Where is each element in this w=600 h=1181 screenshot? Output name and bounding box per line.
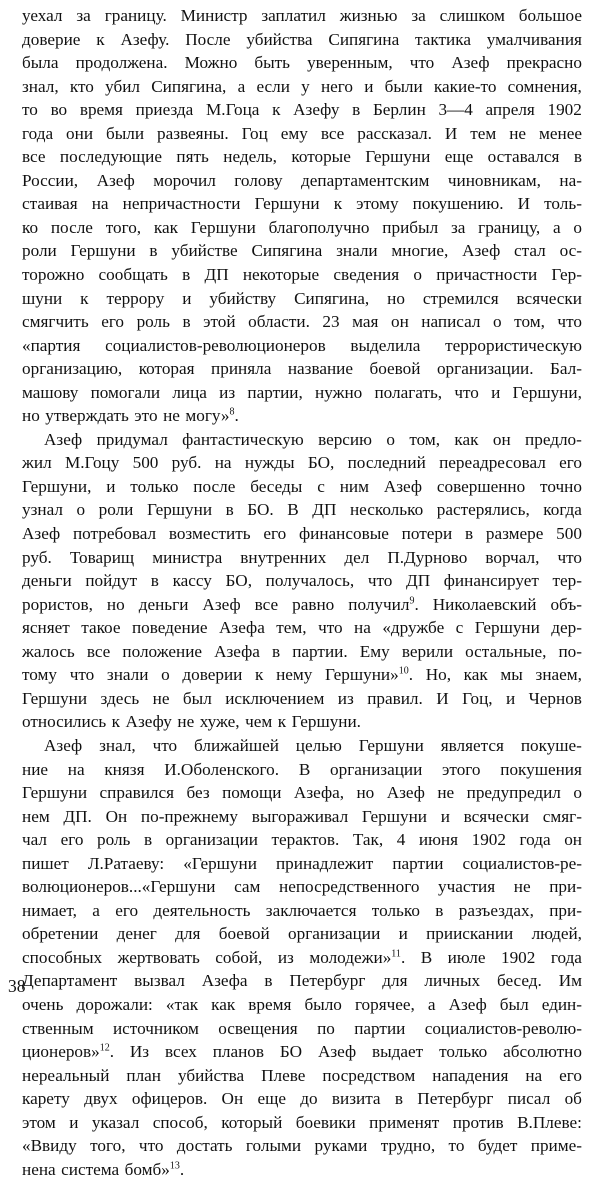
- text-line: Азеф придумал фантастическую версию о том, как он предло-: [44, 429, 582, 449]
- text-line: чал его роль в организации терактов. Так, 4 июня 1902 года он: [22, 830, 582, 850]
- footnote-marker: 13: [169, 1160, 180, 1172]
- footnote-marker: 12: [99, 1042, 110, 1054]
- paragraph: [22, 734, 582, 1181]
- text-line: шуни к террору и убийству Сипягина, но стремился всячески: [22, 288, 582, 308]
- text-line: торожно сообщать в ДП некоторые сведения о причастности Гер-: [22, 265, 582, 285]
- text-line: Департамент вызвал Азефа в Петербург для личных бесед. Им: [22, 971, 582, 991]
- text-line: узнал о роли Гершуни в БО. В ДП несколько растерялись, когда: [22, 500, 582, 520]
- text-line: жил М.Гоцу 500 руб. на нужды БО, последний переадресовал его: [22, 453, 582, 473]
- text-line: ясняет такое поведение Азефа тем, что на «дружбе с Гершуни дер-: [22, 618, 582, 638]
- text-line: ко после того, как Гершуни благополучно прибыл за границу, а о: [22, 217, 582, 237]
- text-line: уехал за границу. Министр заплатил жизнью за слишком большое: [22, 6, 582, 25]
- footnote-marker: 11: [391, 948, 401, 960]
- footnote-marker: 9: [409, 594, 415, 606]
- text-line: доверие к Азефу. После убийства Сипягина тактика умалчивания: [22, 29, 582, 49]
- text-line: относились к Азефу не хуже, чем к Гершуни.: [22, 712, 361, 732]
- text-line: ние на князя И.Оболенского. В организации этого покушения: [22, 759, 582, 779]
- text-line: но утверждать это не могу»$^8$.: [22, 406, 239, 426]
- text-line: знал, кто убил Сипягина, а если у него и были какие-то сомнения,: [22, 76, 582, 96]
- text-line: обретении денег для боевой организации и приискании людей,: [22, 924, 582, 944]
- text-line: Гершуни здесь не был исключением из правил. И Гоц, и Чернов: [22, 688, 582, 708]
- footnote-marker: 10: [398, 665, 409, 677]
- text-line: нем ДП. Он по-прежнему выгораживал Гершуни и всячески смяг-: [22, 806, 582, 826]
- page-number: 38: [8, 976, 26, 996]
- text-line: Гершуни, и только после беседы с ним Азеф совершенно точно: [22, 476, 582, 496]
- text-line: роли Гершуни в убийстве Сипягина знали многие, Азеф стал ос-: [22, 241, 582, 261]
- text-line: ственным источником освещения по партии социалистов-револю-: [22, 1018, 582, 1038]
- text-line: была продолжена. Можно быть уверенным, что Азеф прекрасно: [22, 53, 582, 73]
- text-line: «Ввиду того, что достать голыми руками трудно, то будет приме-: [22, 1136, 582, 1156]
- text-line: Азеф знал, что ближайшей целью Гершуни является покуше-: [44, 735, 582, 755]
- text-line: все последующие пять недель, которые Гершуни еще оставался в: [22, 147, 582, 167]
- footnote-marker: 8: [229, 406, 235, 418]
- text-line: года они были развеяны. Гоц ему все рассказал. И тем не менее: [22, 123, 582, 143]
- text-line: нимает, а его деятельность заключается только в разъездах, при-: [22, 900, 582, 920]
- page-body: [22, 4, 582, 1181]
- text-line: смягчить его роль в этой области. 23 мая он написал о том, что: [22, 312, 582, 332]
- text-line: руб. Товарищ министра внутренних дел П.Дурново ворчал, что: [22, 547, 582, 567]
- text-line: жалось все положение Азефа в партии. Ему верили остальные, по-: [22, 641, 582, 661]
- text-line: очень дорожали: «так как время было горячее, а Азеф был един-: [22, 994, 582, 1014]
- text-line: этом и указал способ, который боевики применят против В.Плеве:: [22, 1112, 582, 1132]
- text-line: нереальный план убийства Плеве посредством нападения на его: [22, 1065, 582, 1085]
- text-line: рористов, но деньги Азеф все равно получил$^9$. Николаевский объ-: [22, 594, 582, 614]
- text-line: Азеф потребовал возместить его финансовые потери в размере 500: [22, 524, 582, 544]
- text-line: карету двух офицеров. Он еще до визита в Петербург писал об: [22, 1089, 582, 1109]
- text-line: России, Азеф морочил голову департаментским чиновникам, на-: [22, 170, 582, 190]
- text-line: Гершуни справился без помощи Азефа, но Азеф не предупредил о: [22, 783, 582, 803]
- text-line: тому что знали о доверии к нему Гершуни»$^{10}$. Но, как мы знаем,: [22, 665, 582, 685]
- text-line: стаивая на непричастности Гершуни к этому покушению. И толь-: [22, 194, 582, 214]
- text-line: способных жертвовать собой, из молодежи»$^{11}$. В июле 1902 года: [22, 947, 582, 967]
- text-line: организацию, которая приняла название боевой организации. Бал-: [22, 359, 582, 379]
- text-line: машову помогали лица из партии, нужно полагать, что и Гершуни,: [22, 382, 582, 402]
- text-line: то во время приезда М.Гоца к Азефу в Берлин 3—4 апреля 1902: [22, 100, 582, 120]
- paragraph: [22, 428, 582, 734]
- paragraph: [22, 4, 582, 428]
- text-line: ционеров»$^{12}$. Из всех планов БО Азеф выдает только абсолютно: [22, 1042, 582, 1062]
- text-line: деньги пойдут в кассу БО, получалось, что ДП финансирует тер-: [22, 571, 582, 591]
- text-line: волюционеров...«Гершуни сам непосредственного участия не при-: [22, 877, 582, 897]
- text-line: нена система бомб»$^{13}$.: [22, 1159, 185, 1179]
- text-line: пишет Л.Ратаеву: «Гершуни принадлежит партии социалистов-ре-: [22, 853, 582, 873]
- text-line: «партия социалистов-революционеров выделила террористическую: [22, 335, 582, 355]
